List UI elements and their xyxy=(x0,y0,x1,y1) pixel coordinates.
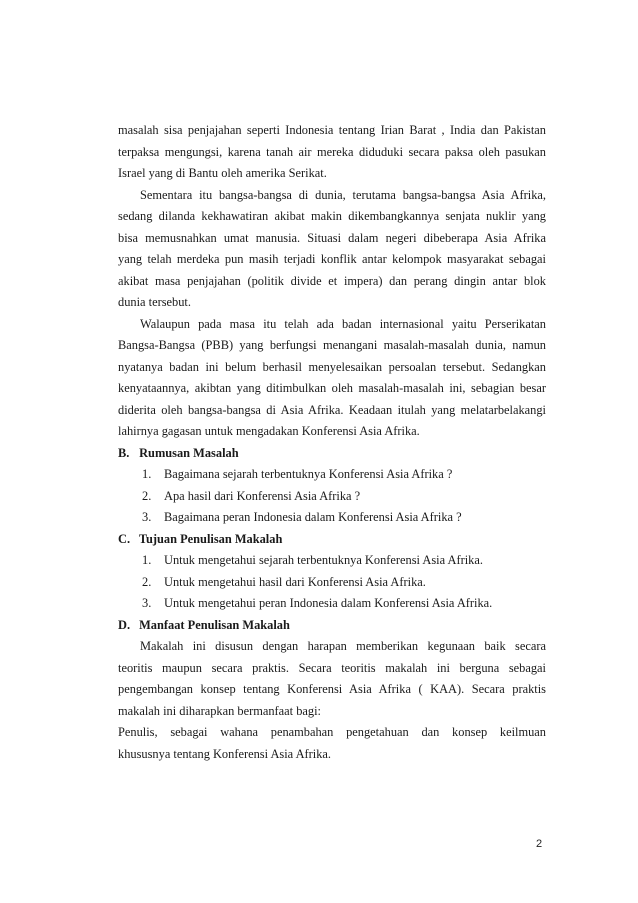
body-paragraph xyxy=(118,185,546,314)
text-line: terpaksa mengungsi, karena tanah air mereka diduduki secara paksa oleh pasukan xyxy=(118,144,546,159)
list-number: 3. xyxy=(142,596,152,610)
body-paragraph xyxy=(118,722,546,765)
text-line: Bangsa-Bangsa (PBB) yang berfungsi menangani masalah-masalah dunia, namun xyxy=(118,338,546,352)
text-line: kenyataannya, akibtan yang ditimbulkan oleh masalah-masalah ini, sebagian besar xyxy=(118,381,546,395)
list-number: 3. xyxy=(142,510,152,524)
text-line: dunia tersebut. xyxy=(118,295,191,309)
text-line: bisa memusnahkan umat manusia. Situasi dalam negeri dibeberapa Asia Afrika xyxy=(118,230,546,245)
list-number: 2. xyxy=(142,488,152,503)
list-item-text: Bagaimana sejarah terbentuknya Konferensi Asia Afrika ? xyxy=(164,467,453,481)
text-line: masalah sisa penjajahan seperti Indonesia tentang Irian Barat , India dan Pakistan xyxy=(118,123,546,137)
page-content xyxy=(118,120,546,765)
text-line: Sementara itu bangsa-bangsa di dunia, terutama bangsa-bangsa Asia Afrika, xyxy=(140,187,546,202)
text-line: sedang dilanda kekhawatiran akibat makin dikembangkannya senjata nuklir yang xyxy=(118,209,546,223)
rumusan-masalah-list xyxy=(118,464,546,529)
text-line: makalah ini diharapkan bermanfaat bagi: xyxy=(118,703,321,718)
text-line: khususnya tentang Konferensi Asia Afrika. xyxy=(118,746,332,761)
list-item-text: Untuk mengetahui hasil dari Konferensi Asia Afrika. xyxy=(164,574,426,589)
section-title: Manfaat Penulisan Makalah xyxy=(139,617,290,632)
list-item xyxy=(118,486,546,508)
section-label: B. xyxy=(118,445,130,460)
list-item xyxy=(118,507,546,529)
text-line: Walaupun pada masa itu telah ada badan internasional yaitu Perserikatan xyxy=(140,316,546,331)
section-title: Tujuan Penulisan Makalah xyxy=(138,531,283,546)
section-heading-tujuan-penulisan xyxy=(118,529,546,551)
text-line: diderita oleh bangsa-bangsa di Asia Afrika. Keadaan itulah yang melatarbelakangi xyxy=(118,402,546,417)
section-label: C. xyxy=(118,531,131,546)
text-line: Makalah ini disusun dengan harapan memberikan kegunaan baik secara xyxy=(140,639,546,653)
list-item xyxy=(118,572,546,594)
page-number: 2 xyxy=(536,838,543,850)
section-heading-manfaat-penulisan xyxy=(118,615,546,637)
list-item xyxy=(118,464,546,486)
body-paragraph xyxy=(118,314,546,443)
section-label: D. xyxy=(118,617,131,632)
list-number: 2. xyxy=(142,574,152,589)
text-line: lahirnya gagasan untuk mengadakan Konferensi Asia Afrika. xyxy=(118,424,420,438)
text-line: nyatanya badan ini belum berhasil menyelesaikan persoalan tersebut. Sedangkan xyxy=(118,359,546,374)
list-item-text: Bagaimana peran Indonesia dalam Konferensi Asia Afrika ? xyxy=(164,510,462,524)
text-line: akibat masa penjajahan (politik divide et impera) dan perang dingin antar blok xyxy=(118,273,546,288)
list-item xyxy=(118,593,546,615)
body-paragraph xyxy=(118,120,546,185)
text-line: Israel yang di Bantu oleh amerika Serikat. xyxy=(118,166,327,180)
list-number: 1. xyxy=(142,553,152,567)
list-number: 1. xyxy=(142,467,152,481)
section-heading-rumusan-masalah xyxy=(118,443,546,465)
section-title: Rumusan Masalah xyxy=(139,445,239,460)
text-line: yang telah merdeka pun masih terjadi konflik antar kelompok masyarakat sebagai xyxy=(118,252,546,266)
list-item-text: Apa hasil dari Konferensi Asia Afrika ? xyxy=(164,488,361,503)
list-item xyxy=(118,550,546,572)
list-item-text: Untuk mengetahui peran Indonesia dalam Konferensi Asia Afrika. xyxy=(164,596,493,610)
tujuan-penulisan-list xyxy=(118,550,546,615)
text-line: Penulis, sebagai wahana penambahan pengetahuan dan konsep keilmuan xyxy=(118,725,546,739)
body-paragraph xyxy=(118,636,546,722)
text-line: pengembangan konsep tentang Konferensi Asia Afrika ( KAA). Secara praktis xyxy=(118,682,546,696)
text-line: teoritis maupun secara praktis. Secara teoritis makalah ini berguna sebagai xyxy=(118,660,546,675)
list-item-text: Untuk mengetahui sejarah terbentuknya Konferensi Asia Afrika. xyxy=(164,553,483,567)
